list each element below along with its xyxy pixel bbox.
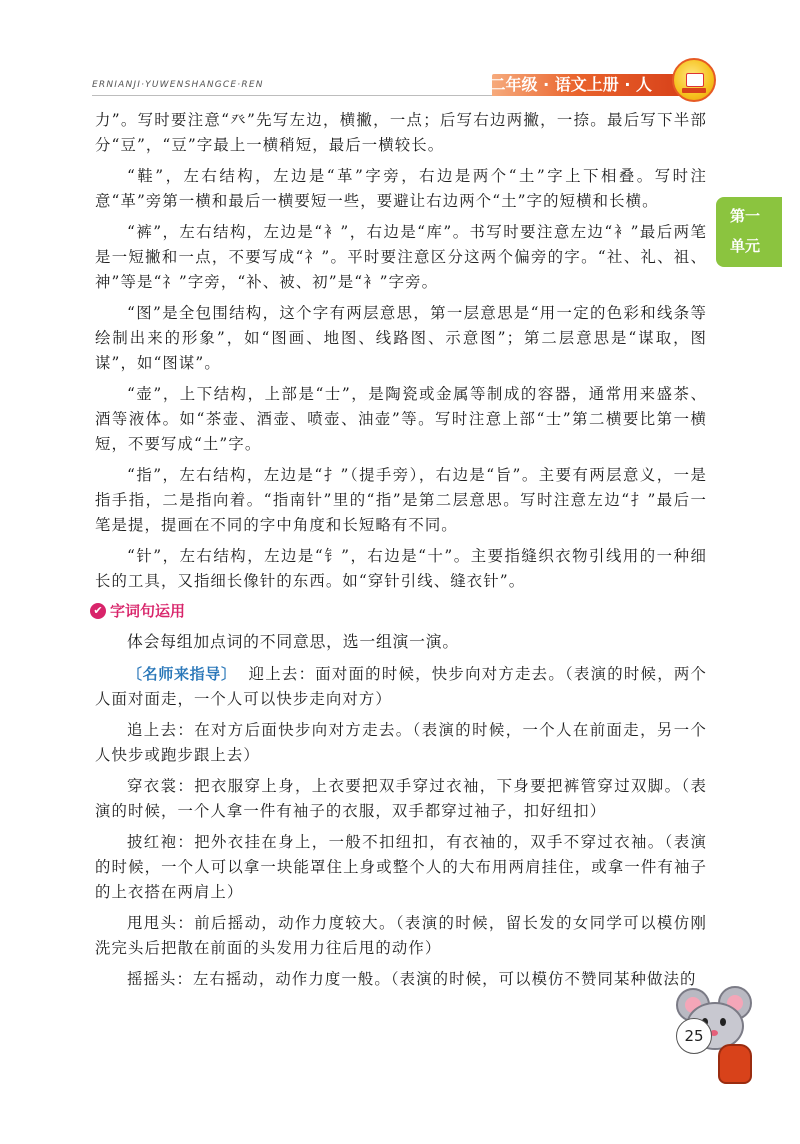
header-banner [489,74,682,96]
paragraph: “鞋”，左右结构，左边是“革”字旁，右边是两个“土”字上下相叠。写时注意“革”旁第一横和最后一横要短一些，要避让右边两个“土”字的短横和长横。 [95,167,707,210]
page-number: 25 [676,1018,712,1054]
paragraph: “指”，左右结构，左边是“扌”（提手旁），右边是“旨”。主要有两层意义，一是指手指，二是指向着。“指南针”里的“指”是第二层意思。写时注意左边“扌”最后一笔是提，提画在不同的字中角度和长短略有不同。 [95,466,707,534]
unit-tab-line2: 单元 [730,237,761,255]
term-text: 甩甩头：前后摇动，动作力度较大。（表演的时候，留长发的女同学可以模仿刚洗完头后把散在前面的头发用力往后甩的动作） [95,914,707,957]
section-heading [90,600,707,621]
publisher-logo-icon [672,58,716,102]
tip-label: 〔名师来指导〕 [127,665,237,683]
page-content [95,108,707,998]
unit-tab-line1: 第一 [730,207,761,225]
paragraph: “裤”，左右结构，左边是“衤”，右边是“库”。书写时要注意左边“衤”最后两笔是一短撇和一点，不要写成“礻”。平时要注意区分这两个偏旁的字。“社、礼、祖、神”等是“礻”字旁，“补、被、初”是“衤”字旁。 [95,223,707,291]
paragraph: “壶”，上下结构，上部是“士”，是陶瓷或金属等制成的容器，通常用来盛茶、酒等液体。如“茶壶、酒壶、喷壶、油壶”等。写时注意上部“士”第二横要比第一横短，不要写成“土”字。 [95,385,707,453]
unit-side-tab [716,197,782,267]
paragraph: 力”。写时要注意“癶”先写左边，横撇，一点；后写右边两撇，一捺。最后写下半部分“豆”，“豆”字最上一横稍短，最后一横较长。 [95,111,707,154]
term-explanation [95,774,707,824]
section-title: 字词句运用 [110,602,186,620]
term-text: 追上去：在对方后面快步向对方走去。（表演的时候，一个人在前面走，另一个人快步或跑步跟上去） [95,721,707,764]
term-explanation [95,967,707,992]
term-text: 摇摇头：左右摇动，动作力度一般。（表演的时候，可以模仿不赞同某种做法的 [127,970,697,988]
header-title: 二年级 · 语文上册 · 人 [489,75,652,94]
term-explanation [95,911,707,961]
term-explanation [95,718,707,768]
exercise-instruction: 体会每组加点词的不同意思，选一组演一演。 [127,632,459,651]
page-header [0,0,800,110]
term-text: 披红袍：把外衣挂在身上，一般不扣纽扣，有衣袖的，双手不穿过衣袖。（表演的时候，一个人可以拿一块能罩住上身或整个人的大布用两肩挂住，或拿一件有袖子的上衣搭在两肩上） [95,833,707,901]
header-pinyin: ERNIANJI·YUWENSHANGCE·REN [92,80,264,90]
term-text: 穿衣裳：把衣服穿上身，上衣要把双手穿过衣袖，下身要把裤管穿过双脚。（表演的时候，一个人拿一件有袖子的衣服，双手都穿过袖子，扣好纽扣） [95,777,707,820]
term-text: 迎上去：面对面的时候，快步向对方走去。（表演的时候，两个人面对面走，一个人可以快步走向对方） [95,665,707,708]
paragraph: “图”是全包围结构，这个字有两层意思，第一层意思是“用一定的色彩和线条等绘制出来的形象”，如“图画、地图、线路图、示意图”；第二层意思是“谋取，图谋”，如“图谋”。 [95,304,707,372]
term-explanation [95,662,707,712]
term-explanation [95,830,707,905]
check-circle-icon: ✔ [90,603,106,619]
paragraph: “针”，左右结构，左边是“钅”，右边是“十”。主要指缝织衣物引线用的一种细长的工具，又指细长像针的东西。如“穿针引线、缝衣针”。 [95,547,707,590]
